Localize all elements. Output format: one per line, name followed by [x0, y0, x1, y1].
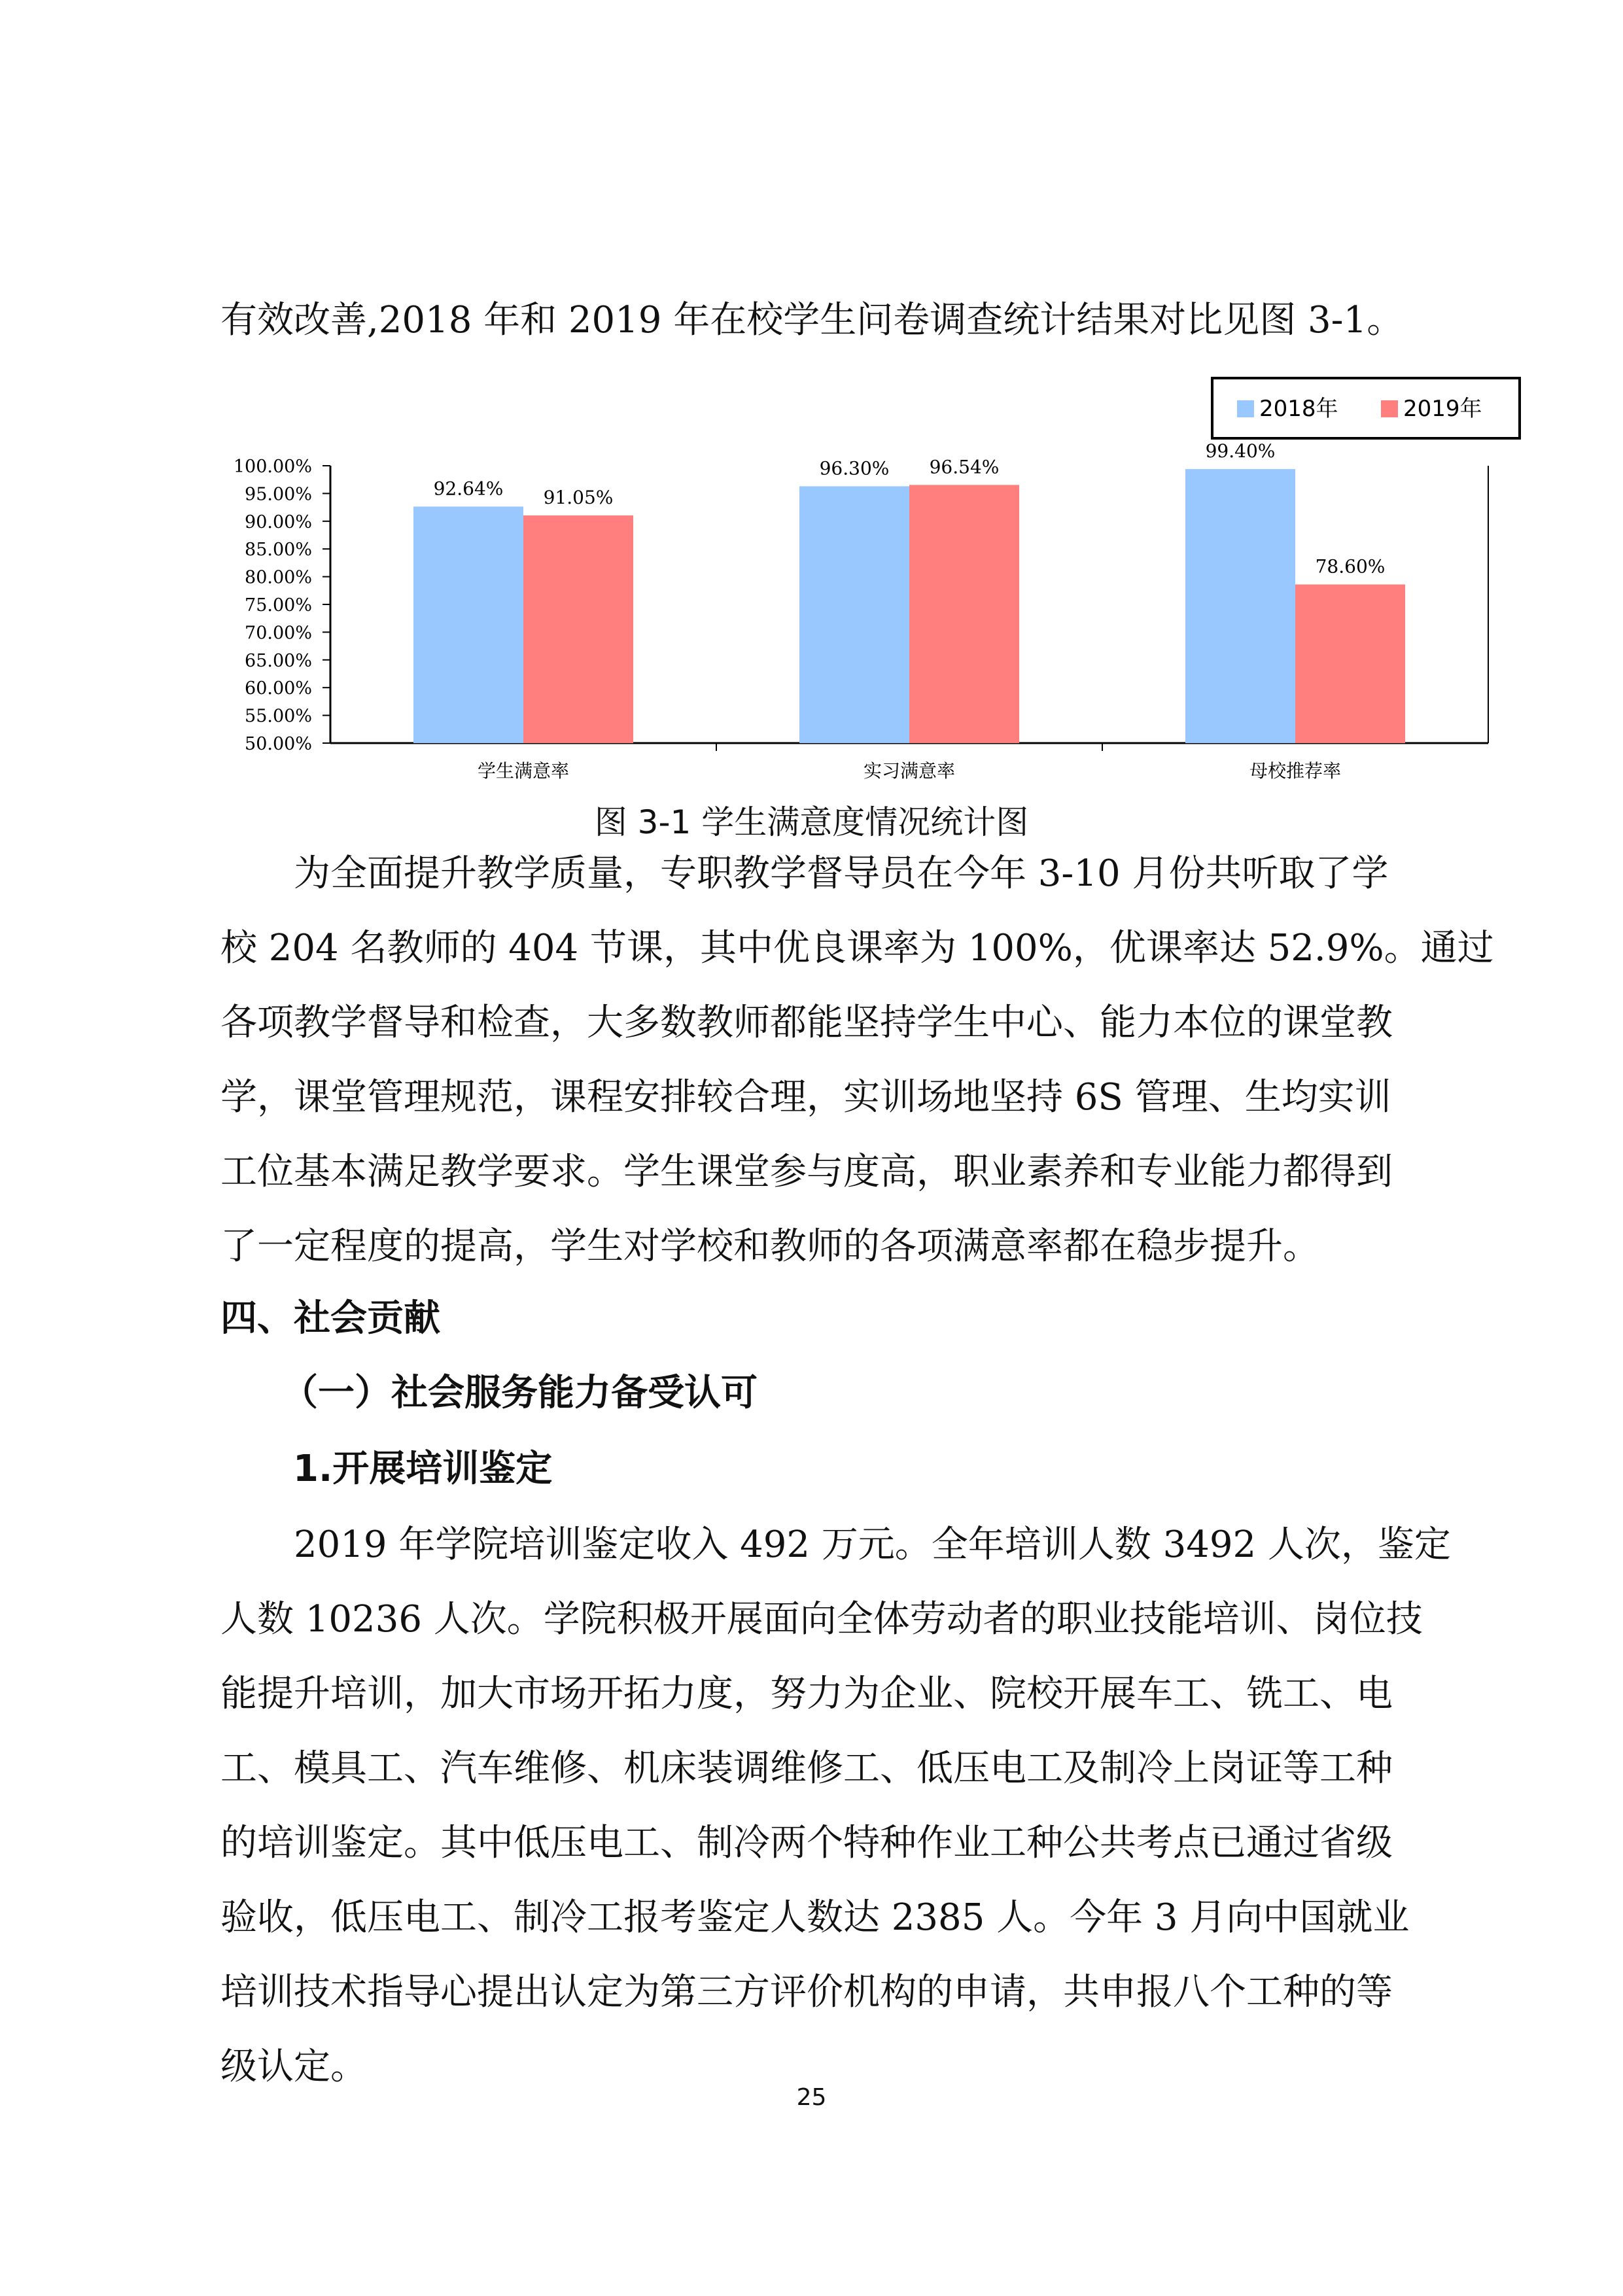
- bar-1-3: [1185, 469, 1295, 743]
- section-heading: 四、社会贡献: [220, 1297, 440, 1340]
- paragraph1-line-6: 了一定程度的提高，学生对学校和教师的各项满意率都在稳步提升。: [220, 1225, 1319, 1268]
- category-label: 母校推荐率: [1249, 760, 1342, 782]
- bar-chart: [0, 0, 1623, 850]
- paragraph2-line-4: 工、模具工、汽车维修、机床装调维修工、低压电工及制冷上岗证等工种: [220, 1747, 1393, 1790]
- subsection-heading: （一）社会服务能力备受认可: [281, 1372, 758, 1414]
- intro-line: 有效改善,2018 年和 2019 年在校学生问卷调查统计结果对比见图 3-1。: [220, 299, 1404, 341]
- y-tick-label: 100.00%: [233, 457, 312, 477]
- bar-1-1: [413, 506, 523, 743]
- paragraph2-line-5: 的培训鉴定。其中低压电工、制冷两个特种作业工种公共考点已通过省级: [220, 1822, 1393, 1864]
- page-number: 25: [796, 2084, 827, 2111]
- figure-caption: 图 3-1 学生满意度情况统计图: [594, 803, 1029, 841]
- paragraph2-line-1: 2019 年学院培训鉴定收入 492 万元。全年培训人数 3492 人次，鉴定: [294, 1523, 1451, 1566]
- paragraph1-line-2: 校 204 名教师的 404 节课，其中优良课率为 100%，优课率达 52.9%。通过: [220, 927, 1494, 969]
- category-label: 实习满意率: [863, 760, 956, 782]
- paragraph1-line-1: 为全面提升教学质量，专职教学督导员在今年 3-10 月份共听取了学: [294, 852, 1389, 895]
- data-label: 96.30%: [819, 457, 890, 479]
- y-tick-label: 95.00%: [245, 484, 312, 505]
- y-tick-label: 65.00%: [245, 650, 312, 671]
- y-tick-label: 75.00%: [245, 595, 312, 616]
- data-label: 99.40%: [1205, 440, 1276, 462]
- data-label: 92.64%: [433, 478, 504, 500]
- paragraph2-line-2: 人数 10236 人次。学院积极开展面向全体劳动者的职业技能培训、岗位技: [220, 1598, 1423, 1641]
- paragraph2-line-7: 培训技术指导心提出认定为第三方评价机构的申请，共申报八个工种的等: [220, 1971, 1393, 2013]
- legend-swatch: [1381, 400, 1398, 417]
- bar-1-2: [799, 486, 909, 743]
- category-label: 学生满意率: [477, 760, 570, 782]
- data-label: 96.54%: [929, 456, 1000, 478]
- subsubsection-heading: 1.开展培训鉴定: [293, 1448, 553, 1490]
- paragraph2-line-8: 级认定。: [220, 2045, 367, 2088]
- y-tick-label: 90.00%: [245, 512, 312, 532]
- bar-2-3: [1295, 584, 1405, 743]
- legend-label: 2019年: [1403, 396, 1482, 422]
- paragraph2-line-6: 验收，低压电工、制冷工报考鉴定人数达 2385 人。今年 3 月向中国就业: [220, 1896, 1410, 1939]
- legend-label: 2018年: [1259, 396, 1338, 422]
- y-tick-label: 60.00%: [245, 678, 312, 699]
- y-tick-label: 70.00%: [245, 623, 312, 644]
- paragraph1-line-3: 各项教学督导和检查，大多数教师都能坚持学生中心、能力本位的课堂教: [220, 1001, 1393, 1044]
- y-tick-label: 85.00%: [245, 540, 312, 561]
- paragraph2-line-3: 能提升培训，加大市场开拓力度，努力为企业、院校开展车工、铣工、电: [220, 1673, 1393, 1715]
- paragraph1-line-4: 学，课堂管理规范，课程安排较合理，实训场地坚持 6S 管理、生均实训: [220, 1076, 1391, 1119]
- legend-swatch: [1237, 400, 1254, 417]
- y-tick-label: 55.00%: [245, 706, 312, 727]
- bar-2-1: [523, 515, 633, 743]
- paragraph1-line-5: 工位基本满足教学要求。学生课堂参与度高，职业素养和专业能力都得到: [220, 1151, 1393, 1193]
- y-tick-label: 80.00%: [245, 567, 312, 588]
- data-label: 91.05%: [543, 486, 614, 508]
- bar-2-2: [909, 485, 1019, 743]
- data-label: 78.60%: [1315, 555, 1386, 578]
- y-tick-label: 50.00%: [245, 734, 312, 754]
